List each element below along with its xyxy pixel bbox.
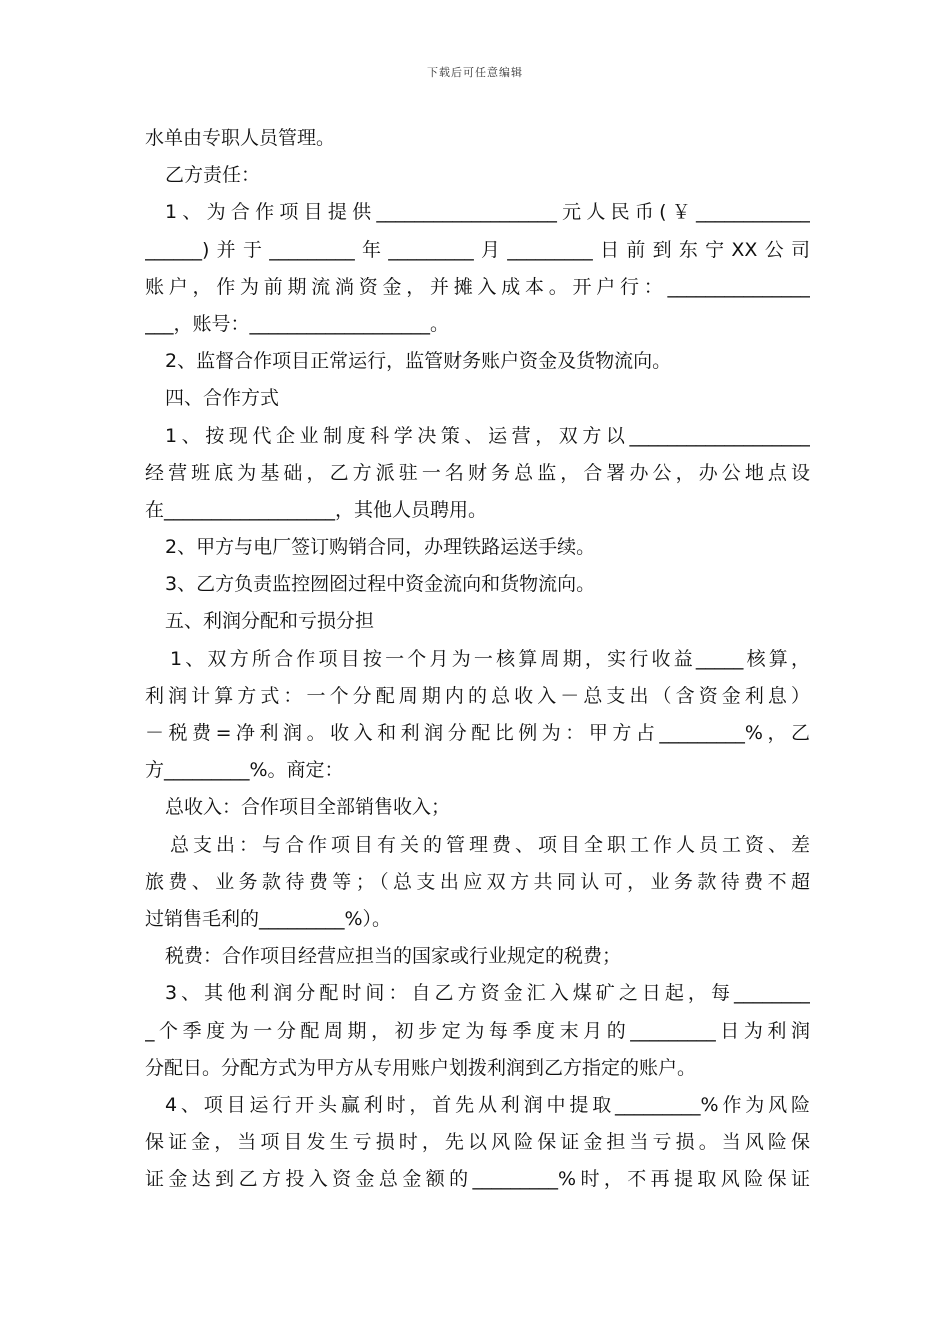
text-line: 在__________________，其他人员聘用。 [145, 498, 488, 521]
text-line: 旅费、业务款待费等；（总支出应双方共同认可，业务款待费不超 [145, 870, 810, 893]
text-line: 2、监督合作项目正常运行，监管财务账户资金及货物流向。 [165, 350, 672, 373]
text-line: 过销售毛利的_________%）。 [145, 907, 392, 930]
text-line: ______)并于_________年_________月_________日前到东宁XX公司 [145, 238, 810, 261]
text-line: 1、为合作项目提供___________________元人民币(￥____________ [165, 201, 810, 224]
text-line: 水单由专职人员管理。 [145, 127, 336, 149]
text-line: 1、双方所合作项目按一个月为一核算周期，实行收益_____核算， [170, 647, 810, 670]
text-line: －税费=净利润。收入和利润分配比例为：甲方占_________%，乙 [145, 722, 810, 744]
text-line: 账户，作为前期流淌资金，并摊入成本。开户行：_______________ [145, 275, 810, 298]
text-line: 3、乙方负责监控囫囵过程中资金流向和货物流向。 [165, 573, 596, 596]
text-line: 分配日。分配方式为甲方从专用账户划拨利润到乙方指定的账户。 [145, 1056, 697, 1079]
text-line: 证金达到乙方投入资金总金额的_________%时，不再提取风险保证 [145, 1168, 810, 1191]
document-body [145, 120, 810, 1198]
text-line: 总支出：与合作项目有关的管理费、项目全职工作人员工资、差 [170, 833, 810, 856]
text-line: 4、项目运行开头赢利时，首先从利润中提取_________%作为风险 [165, 1093, 810, 1116]
text-line: 经营班底为基础，乙方派驻一名财务总监，合署办公，办公地点设 [145, 461, 810, 484]
text-line: ___，账号：___________________。 [145, 312, 450, 335]
text-line: 总收入：合作项目全部销售收入； [165, 796, 451, 819]
text-line: 2、甲方与电厂签订购销合同，办理铁路运送手续。 [165, 536, 596, 559]
text-line: 四、合作方式 [165, 387, 280, 410]
text-line: _个季度为一分配周期，初步定为每季度末月的_________日为利润 [145, 1019, 810, 1042]
text-line: 保证金，当项目发生亏损时，先以风险保证金担当亏损。当风险保 [145, 1131, 810, 1154]
text-line: 税费：合作项目经营应担当的国家或行业规定的税费； [165, 945, 622, 968]
page-header: 下载后可任意编辑 [427, 66, 523, 79]
text-line: 五、利润分配和亏损分担 [165, 610, 375, 633]
text-line: 方_________%。商定： [145, 759, 344, 782]
text-line: 乙方责任： [165, 164, 261, 187]
text-line: 1、按现代企业制度科学决策、运营，双方以___________________ [165, 424, 810, 447]
text-line: 3、其他利润分配时间：自乙方资金汇入煤矿之日起，每________ [165, 982, 810, 1005]
text-line: 利润计算方式：一个分配周期内的总收入－总支出（含资金利息） [145, 684, 810, 707]
